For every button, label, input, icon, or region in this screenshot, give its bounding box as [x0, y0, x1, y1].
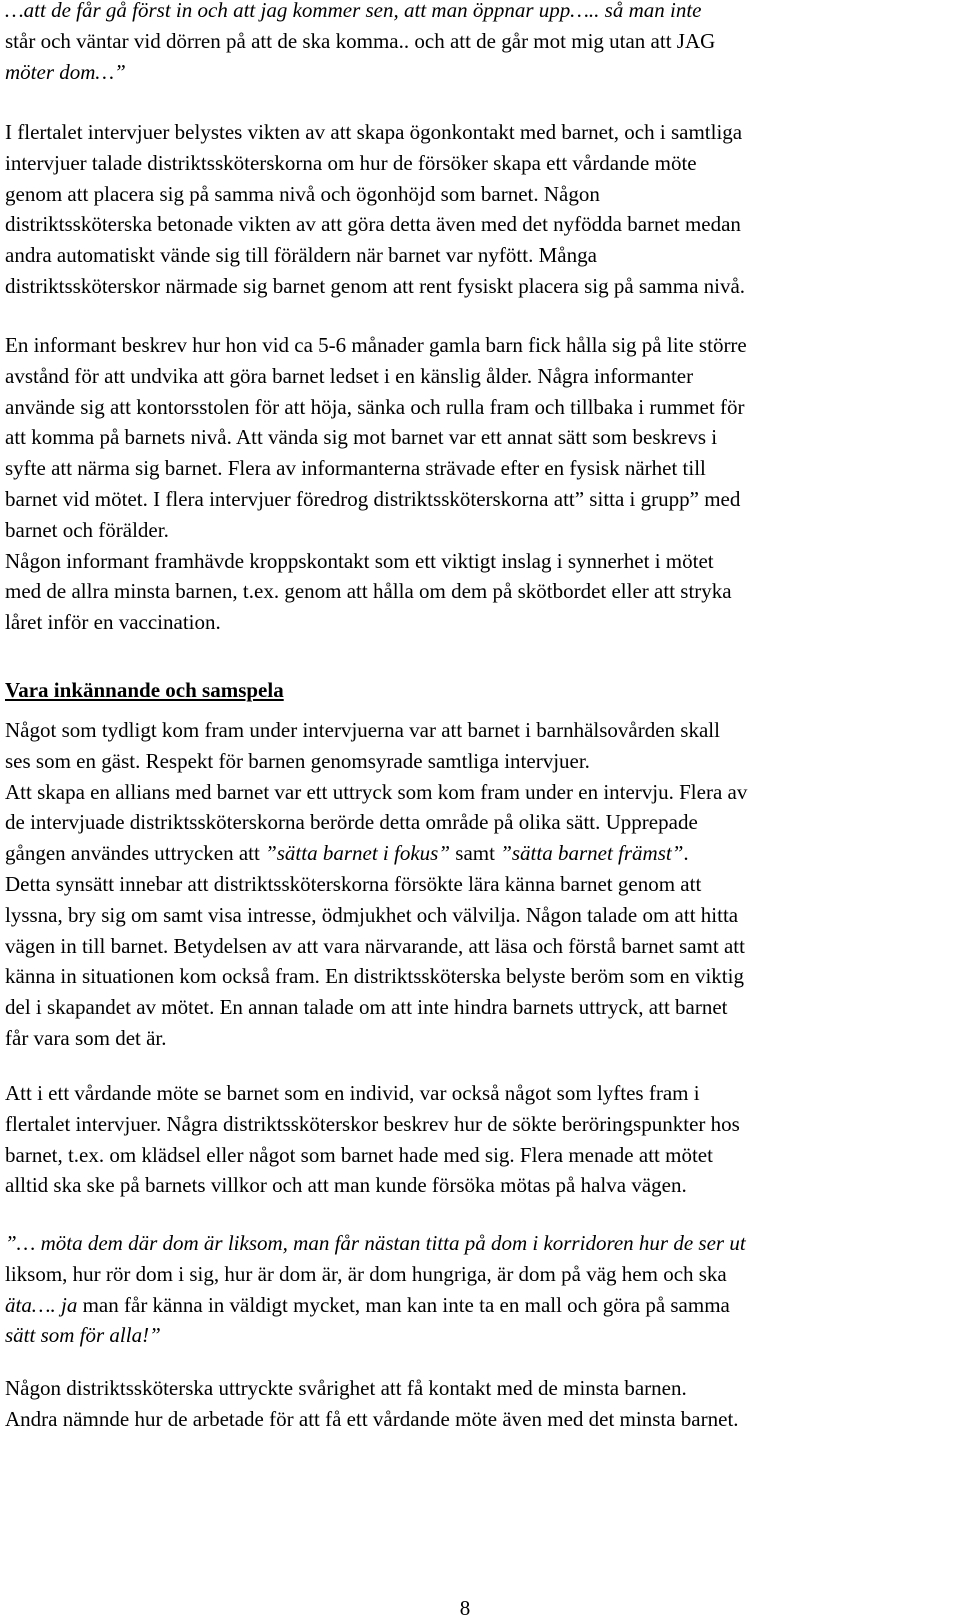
- text-line: syfte att närma sig barnet. Flera av informanterna strävade efter en fysisk närhet till: [5, 456, 706, 481]
- text-line: Detta synsätt innebar att distriktssköterskorna försökte lära känna barnet genom att: [5, 871, 702, 896]
- text-line: barnet vid mötet. I flera intervjuer föredrog distriktssköterskorna att” sitta i grupp” med: [5, 486, 741, 511]
- text-line: ses som en gäst. Respekt för barnen genomsyrade samtliga intervjuer.: [5, 748, 590, 773]
- paragraph-eye-contact: [5, 117, 940, 302]
- text-line: andra automatiskt vände sig till föräldern när barnet var nyfött. Många: [5, 243, 597, 268]
- text-line: En informant beskrev hur hon vid ca 5-6 månader gamla barn fick hålla sig på lite större: [5, 333, 747, 357]
- text-line: I flertalet intervjuer belystes vikten av att skapa ögonkontakt med barnet, och i samtliga: [5, 120, 743, 144]
- emphasis-phrase: ”sätta barnet främst”: [500, 841, 684, 866]
- quote-excerpt-1: [5, 0, 940, 87]
- section-heading: Vara inkännande och samspela: [5, 678, 284, 702]
- paragraph-smallest-children: [5, 1373, 940, 1435]
- text-line: Någon informant framhävde kroppskontakt som ett viktigt inslag i synnerhet i mötet: [5, 548, 714, 573]
- text-line: flertalet intervjuer. Några distriktssköterskor beskrev hur de sökte beröringspunkter hos: [5, 1111, 740, 1136]
- text-line: barnet och förälder.: [5, 517, 169, 542]
- quote-line: …att de får gå först in och att jag kommer sen, att man öppnar upp….. så man inte: [5, 0, 702, 22]
- text-line: distriktssköterska betonade vikten av att göra detta även med det nyfödda barnet medan: [5, 212, 741, 237]
- text-line: låret inför en vaccination.: [5, 610, 221, 635]
- text-line: Något som tydligt kom fram under intervjuerna var att barnet i barnhälsovården skall: [5, 718, 720, 742]
- text-line: barnet, t.ex. om klädsel eller något som barnet hade med sig. Flera menade att mötet: [5, 1142, 713, 1167]
- text-line: intervjuer talade distriktssköterskorna om hur de försöker skapa ett vårdande möte: [5, 150, 697, 175]
- text-line: avstånd för att undvika att göra barnet ledset i en känslig ålder. Några informanter: [5, 363, 694, 388]
- text-line: del i skapandet av mötet. En annan talade om att inte hindra barnets uttryck, att barnet: [5, 995, 728, 1020]
- page-number: 8: [459, 1596, 471, 1620]
- text-line: använde sig att kontorsstolen för att höja, sänka och rulla fram och tillbaka i rummet för: [5, 394, 745, 419]
- text-line: Att i ett vårdande möte se barnet som en individ, var också något som lyftes fram i: [5, 1081, 700, 1105]
- emphasis-phrase: ”sätta barnet i fokus”: [265, 841, 451, 866]
- text-line: att komma på barnets nivå. Att vända sig mot barnet var ett annat sätt som beskrevs i: [5, 425, 718, 450]
- text-line: känna in situationen kom också fram. En distriktssköterska belyste beröm som en viktig: [5, 964, 744, 989]
- quote-line: liksom, hur rör dom i sig, hur är dom är, är dom hungriga, är dom på väg hem och ska: [5, 1261, 727, 1286]
- text-line: vägen in till barnet. Betydelsen av att vara närvarande, att läsa och förstå barnet samt att: [5, 933, 745, 958]
- quote-line: ”… möta dem där dom är liksom, man får nästan titta på dom i korridoren hur de ser ut: [5, 1231, 746, 1255]
- text-line: lyssna, bry sig om samt visa intresse, ödmjukhet och välvilja. Någon talade om att hitta: [5, 902, 739, 927]
- paragraph-empathy: [5, 715, 940, 1054]
- quote-line: står och väntar vid dörren på att de ska komma.. och att de går mot mig utan att JAG: [5, 28, 716, 53]
- text-line: genom att placera sig på samma nivå och ögonhöjd som barnet. Någon: [5, 181, 600, 206]
- text-line: de intervjuade distriktssköterskorna berörde detta område på olika sätt. Upprepade: [5, 810, 698, 835]
- quote-line: möter dom…”: [5, 59, 126, 84]
- paragraph-distance: [5, 330, 940, 638]
- quote-line: sätt som för alla!”: [5, 1323, 161, 1348]
- text-line: distriktssköterskor närmade sig barnet genom att rent fysiskt placera sig på samma nivå.: [5, 273, 746, 298]
- text-line: alltid ska ske på barnets villkor och att man kunde försöka mötas på halva vägen.: [5, 1173, 687, 1198]
- text-line-emphasis: gången användes uttrycken att ”sätta barnet i fokus” samt ”sätta barnet främst”.: [5, 841, 689, 866]
- quote-excerpt-2: [5, 1228, 940, 1351]
- text-line: Andra nämnde hur de arbetade för att få ett vårdande möte även med det minsta barnet.: [5, 1406, 739, 1431]
- text-line: får vara som det är.: [5, 1025, 167, 1050]
- text-line: Någon distriktssköterska uttryckte svårighet att få kontakt med de minsta barnen.: [5, 1376, 687, 1400]
- quote-line: äta…. ja man får känna in väldigt mycket, man kan inte ta en mall och göra på samma: [5, 1292, 730, 1317]
- text-line: Att skapa en allians med barnet var ett uttryck som kom fram under en intervju. Flera av: [5, 779, 748, 804]
- text-line: med de allra minsta barnen, t.ex. genom att hålla om dem på skötbordet eller att stryka: [5, 579, 732, 604]
- paragraph-individual: [5, 1078, 940, 1201]
